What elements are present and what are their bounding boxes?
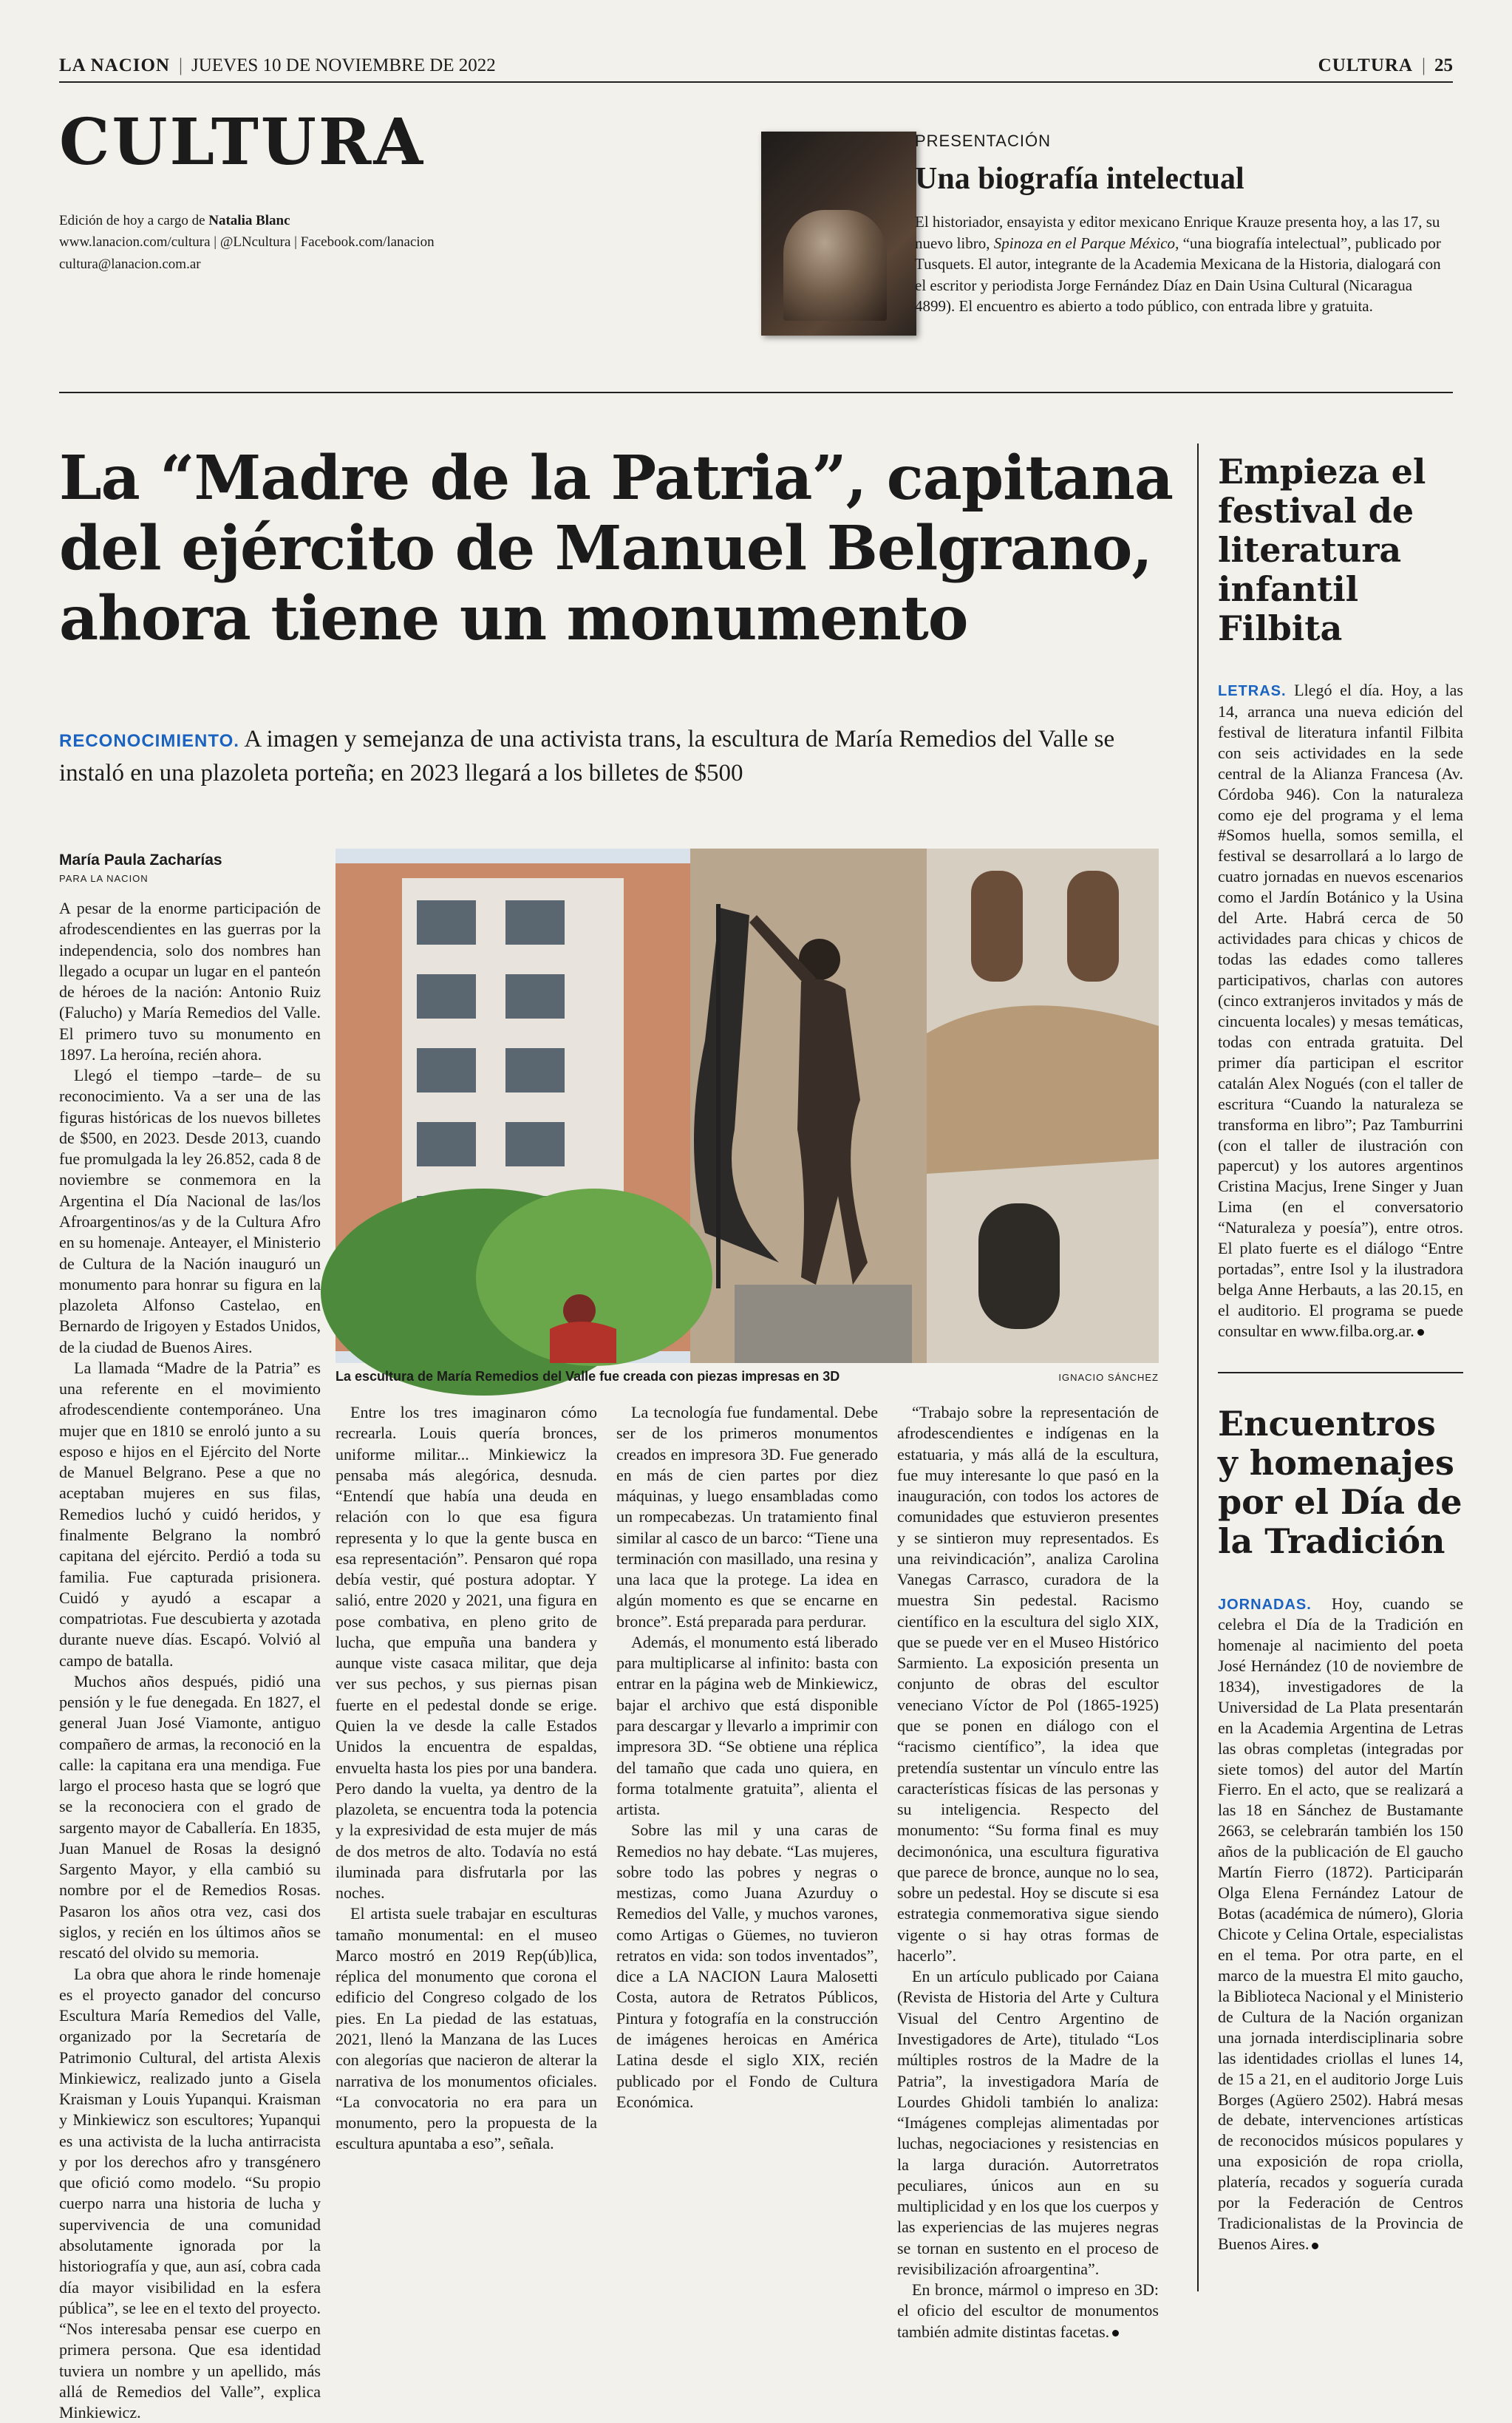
sidebar-title: Empieza el festival de literatura infantil Filbita: [1218, 452, 1426, 648]
byline: [59, 852, 340, 884]
editor-name: Natalia Blanc: [208, 213, 290, 228]
article-paragraph: El artista suele trabajar en esculturas tamaño monumental: en el museo Marco mostró en 2019 Rep(úb)lica, réplica del monumento que corona el edificio del Congreso colgado de los pies. En La piedad de las estatuas, 2021, llenó la Manzana de las Luces con alegorías que nacieron de alterar la narrativa de los monumentos oficiales. “La convocatoria no era para un monumento, pero la propuesta de la escultura apuntaba a eso”, señala.: [336, 1904, 597, 2153]
book-cover-image: [761, 132, 916, 336]
photo-caption: La escultura de María Remedios del Valle fue creada con piezas impresas en 3D: [336, 1369, 840, 1384]
photo-credit: IGNACIO SÁNCHEZ: [1058, 1372, 1159, 1383]
article-paragraph: La tecnología fue fundamental. Debe ser de los primeros monumentos creados en impresora 3D. Fue generado en más de cien partes por diez máquinas, y luego ensambladas como un rompecabezas. Un tratamiento final similar al casco de un barco: “Tiene una terminación con masillado, una resina y una laca que la protege. La idea en algún momento es que se encarne en bronce”. Está preparada para perdurar.: [616, 1403, 878, 1631]
article-paragraph: Sobre las mil y una caras de Remedios no hay debate. “Las mujeres, sobre todo las pobres y negras o mestizas, como Juana Azurduy o Remedios del Valle, y muchos varones, como Artigas o Güemes, no tuvieron retratos en vida: son todos inventados”, dice a LA NACION Laura Malosetti Costa, autora de Retratos Públicos, Pintura y fotografía en la construcción de imágenes heroicas en América Latina desde el siglo XIX, recién publicado por el Fondo de Cultura Económica.: [616, 1821, 878, 2111]
article-paragraph: A pesar de la enorme participación de afrodescendientes en las guerras por la independencia, solo dos nombres han llegado a ocupar un lugar en el panteón de héroes de la nación: Antonio Ruiz (Falucho) y María Remedios del Valle. El primero tuvo su monumento en 1897. La heroína, recién ahora.: [59, 899, 321, 1064]
section-masthead: [59, 105, 724, 275]
presentacion-box: [915, 132, 1454, 317]
cover-figure: [783, 210, 887, 321]
presentacion-body: El historiador, ensayista y editor mexicano Enrique Krauze presenta hoy, a las 17, su nuevo libro, Spinoza en el Parque México, “una biografía intelectual”, publicado por Tusquets. El autor, integrante de la Academia Mexicana de la Historia, dialogará con el escritor y periodista Jorge Fernández Díaz en Dain Usina Cultural (Nicaragua 4899). El encuentro es abierto a todo público, con entrada libre y gratuita.: [915, 213, 1441, 316]
article-paragraph: En bronce, mármol o impreso en 3D: el oficio del escultor de monumentos también admite distintas facetas.: [897, 2280, 1159, 2341]
sidebar-divider: [1218, 1372, 1463, 1373]
photo-caption-row: [336, 1369, 1159, 1384]
edition-info: Edición de hoy a cargo de Natalia Blanc www.lanacion.com/cultura | @LNcultura | Facebook.com/lanacion cultura@lanacion.com.ar: [59, 210, 724, 275]
deck-text: A imagen y semejanza de una activista trans, la escultura de María Remedios del Valle se instaló en una plazoleta porteña; en 2023 llegará a los billetes de $500: [59, 726, 1115, 786]
article-paragraph: Entre los tres imaginaron cómo recrearla. Louis quería bronces, uniforme militar... Minkiewicz la pensaba más alegórica, desnuda. “Entendí que había una deuda en relación con lo que esa figura representa y lo que la gente busca en esa representación”. Pensaron qué ropa debía vestir, qué postura adoptar. Y salió, entre 2020 y 2021, una figura en pose combativa, en pleno grito de lucha, que empuña una bandera y aunque viste casaca militar, que deja ver sus pechos, y sus piernas pisan fuerte en el pedestal donde se erige. Quien la ve desde la calle Estados Unidos la encuentra de espaldas, envuelta hasta los pies por una bandera. Pero dando la vuelta, ya dentro de la plazoleta, se encuentra toda la potencia y la expresividad de esta mujer de más de dos metros de alto. Todavía no está iluminada para disfrutarla por las noches.: [336, 1403, 597, 1903]
article-paragraph: En un artículo publicado por Caiana (Revista de Historia del Arte y Cultura Visual del Centro Argentino de Investigadores de Arte), titulado “Los múltiples rostros de la Madre de la Patria”, la investigadora María de Lourdes Ghidoli también lo analiza: “Imágenes complejas alimentadas por luchas, negociaciones y resistencias en la larga duración. Autorretratos peculiares, únicos aun en su multiplicidad y en los que los cuerpos y las experiencias de las mujeres negras se tornan en sustento en el proceso de revisibilización afroargentina”.: [897, 1967, 1159, 2278]
article-paragraph: Muchos años después, pidió una pensión y le fue denegada. En 1827, el general Juan José Viamonte, antiguo compañero de armas, la reconoció en la calle: la capitana era una mendiga. Fue largo el proceso hasta que se logró que se la reconociera con el grado de sargento mayor de Caballería. En 1835, Juan Manuel de Rosas la designó Sargento Mayor, y ella cambió su nombre por el de Remedios Rosas. Pasaron los años otra vez, casi dos siglos, y recién en los últimos años se rescató del olvido su memoria.: [59, 1671, 321, 1962]
sidebar-body: LETRAS. Llegó el día. Hoy, a las 14, arranca una nueva edición del festival de literatura infantil Filbita con seis actividades en la sede central de la Alianza Francesa (Av. Córdoba 946). Con la naturaleza como eje del programa y el lema #Somos huella, somos semilla, el festival se desarrollará a lo largo de cuatro jornadas en nuevos escenarios como el Jardín Botánico y la Usina del Arte. Habrá cerca de 50 actividades para chicas y chicos de todas las edades como talleres participativos, charlas con autores (cinco extranjeros invitados y más de cincuenta locales) y mesas temáticas, todas con entrada gratuita. Del primer día participan el escritor catalán Alex Nogués (con el taller de escritura “Cuando la naturaleza se transforma en libro”; Paz Tamburrini (con el taller de ilustración con papercut) y los autores argentinos Cristina Macjus, Irene Singer y Juan Lima (en el conversatorio “Naturaleza y poesía”), entre otros. El plato fuerte es el diálogo “Entre portadas”, entre Isol y la ilustradora belga Anne Herbauts, a las 20.15, en el auditorio. El programa se puede consultar en www.filba.org.ar.: [1218, 681, 1463, 1340]
sidebar-title: Encuentros y homenajes por el Día de la Tradición: [1218, 1404, 1462, 1561]
article-column-3: [616, 1402, 878, 2113]
deck-label: RECONOCIMIENTO.: [59, 731, 239, 751]
book-title: Spinoza en el Parque México: [993, 234, 1176, 252]
sidebar-body: JORNADAS. Hoy, cuando se celebra el Día de la Tradición en homenaje al nacimiento del poeta José Hernández (10 de noviembre de 1834), investigadores de la Universidad de La Plata presentarán en la Academia Argentina de Letras las obras completas (integradas por siete tomos) del autor del Martín Fierro. En el acto, que se realizará a las 18 en Sánchez de Bustamante 2663, se celebrarán también los 150 años de la publicación de El gaucho Martín Fierro (1872). Participarán Olga Elena Fernández Latour de Botas (académica de número), Gloria Chicote y Celina Ortale, especialistas en el tema. Por otra parte, en el marco de la muestra El mito gaucho, la Biblioteca Nacional y el Ministerio de Cultura de la Nación organizan una jornada interdisciplinaria sobre las identidades criollas el lunes 14, de 15 a 21, en el auditorio Jorge Luis Borges (Agüero 2502). Habrá mesas de debate, intervenciones artísticas de reconocidos músicos populares y una exposición de ropa criolla, platería, recados y soguería curada por la Federación de Centros Tradicionalistas de la Provincia de Buenos Aires.: [1218, 1594, 1463, 2254]
article-column-2: [336, 1402, 597, 2155]
header-left: LA NACION | JUEVES 10 DE NOVIEMBRE DE 2022: [59, 55, 496, 75]
contact-email: cultura@lanacion.com.ar: [59, 256, 201, 272]
monument-photo-illustration: [336, 849, 1159, 1363]
issue-date: JUEVES 10 DE NOVIEMBRE DE 2022: [191, 55, 496, 75]
section-title: CULTURA: [59, 105, 426, 180]
header-right: CULTURA | 25: [1318, 55, 1453, 75]
article-column-1: [59, 898, 321, 2423]
article-paragraph: “Trabajo sobre la representación de afrodescendientes e indígenas en la estatuaria, y más allá de la escultura, fue muy interesante lo que pasó en la inauguración, con todos los actores de comunidades que estuvieron presentes y se sintieron muy representados. Es una reivindicación”, analiza Carolina Vanegas Carrasco, curadora de la muestra Sin pedestal. Racismo científico en la escultura del siglo XIX, que se puede ver en el Museo Histórico Sarmiento. La exposición presenta un conjunto de obras del escultor veneciano Víctor de Pol (1865-1925) que se ponen en diálogo con el “racismo científico”, la idea que pretendía sustentar un vínculo entre las características físicas de las personas y su inteligencia. Respecto del monumento: “Su forma final es muy decimonónica, una escultura figurativa que parece de bronce, aunque no lo sea, sobre un pedestal. Hoy se discute si esa estrategia conmemorativa sigue siendo vigente o si hay otras formas de hacerlo”.: [897, 1403, 1159, 1965]
social-links: www.lanacion.com/cultura | @LNcultura | Facebook.com/lanacion: [59, 234, 435, 251]
page-header: [59, 50, 1453, 83]
sidebar-tradicion: [1218, 1404, 1463, 2254]
divider: [59, 392, 1453, 393]
article-paragraph: La obra que ahora le rinde homenaje es el proyecto ganador del concurso Escultura María Remedios del Valle, organizado por la Secretaría de Patrimonio Cultural, del artista Alexis Minkiewicz, realizado junto a Gisela Kraisman y Louis Yupanqui. Kraisman y Minkiewicz son escultores; Yupanqui es una activista de la lucha antirracista y por los derechos afro y transgénero que ofició como modelo. “Su propio cuerpo narra una historia de lucha y supervivencia de una comunidad absolutamente ignorada por la historiografía y que, aun así, cobra cada día mayor visibilidad en la esfera pública”, se lee en el texto del proyecto. “Nos interesaba pensar ese cuerpo en primera persona. Que esa identidad tuviera un nombre y un apellido, más allá de Remedios del Valle”, explica Minkiewicz.: [59, 1964, 321, 2422]
author-name: María Paula Zacharías: [59, 852, 222, 869]
author-org: PARA LA NACION: [59, 873, 149, 884]
sidebar-label: JORNADAS.: [1218, 1596, 1312, 1613]
article-headline: La “Madre de la Patria”, capitana del ejército de Manuel Belgrano, ahora tiene un monumento: [59, 443, 1174, 655]
sidebar-filbita: [1218, 452, 1463, 1342]
newspaper-brand: LA NACION: [59, 55, 170, 75]
article-column-4: [897, 1402, 1159, 2342]
section-name: CULTURA: [1318, 55, 1413, 75]
column-divider: [1197, 444, 1199, 2291]
article-paragraph: Además, el monumento está liberado para multiplicarse al infinito: basta con entrar en la página web de Minkiewicz, bajar el archivo que está disponible para descargar y llevarlo a imprimir con impresora 3D. “Se obtiene una réplica del tamaño que cada uno quiera, en forma totalmente gratuita”, alienta el artista.: [616, 1632, 878, 1819]
presentacion-title: Una biografía intelectual: [915, 162, 1244, 196]
end-mark: [1417, 1329, 1424, 1336]
end-mark: [1112, 2330, 1119, 2337]
end-mark: [1312, 2243, 1318, 2249]
article-paragraph: La llamada “Madre de la Patria” es una referente en el movimiento afrodescendiente contemporáneo. Una mujer que en 1810 se enroló junto a su esposo e hijos en el Ejército del Norte de Manuel Belgrano. Pese a que no aceptaban mujeres en sus filas, Remedios luchó y cuidó heridos, y finalmente Belgrano la nombró capitana del ejército. Perdió a toda su familia. Fue capturada prisionera. Cuidó y ayudó a escapar a compatriotas. Fue descubierta y azotada durante nueve días. Escapó. Volvió al campo de batalla.: [59, 1358, 321, 1670]
article-photo: [336, 849, 1159, 1363]
article-deck: [59, 723, 1182, 790]
page-number: 25: [1434, 55, 1453, 75]
sidebar-label: LETRAS.: [1218, 683, 1287, 700]
article-paragraph: Llegó el tiempo –tarde– de su reconocimiento. Va a ser una de las figuras históricas de los nuevos billetes de $500, en 2023. Desde 2013, cuando fue promulgada la ley 26.852, cada 8 de noviembre se conmemora en la Argentina el Día Nacional de las/los Afroargentinos/as y de la Cultura Afro en su homenaje. Anteayer, el Ministerio de Cultura de la Nación inauguró un monumento para honrar su figura en la plazoleta Alfonso Castelao, en Bernardo de Irigoyen y Estados Unidos, de la ciudad de Buenos Aires.: [59, 1066, 321, 1356]
presentacion-kicker: PRESENTACIÓN: [915, 132, 1051, 150]
